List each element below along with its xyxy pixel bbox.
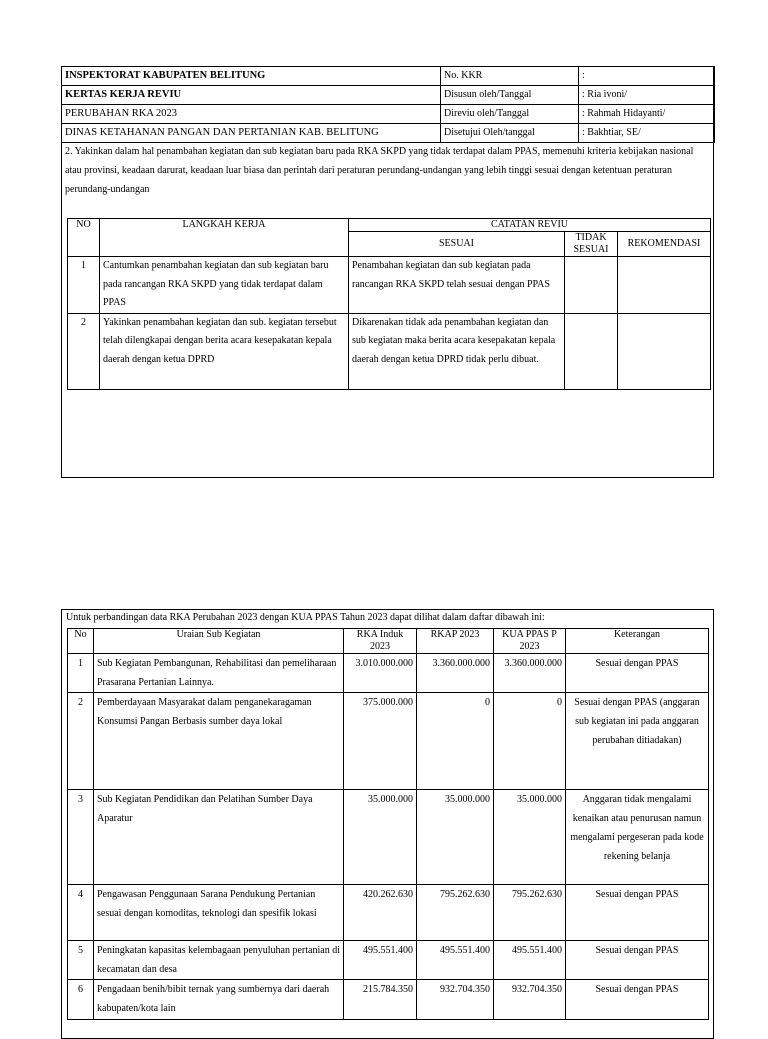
- row-rekomendasi: [618, 257, 711, 314]
- review-instruction: 2. Yakinkan dalam hal penambahan kegiatan dan sub kegiatan baru pada RKA SKPD yang tidak terdapat dalam PPAS, memenuhi kriteria kebijakan nasional atau provinsi, keadaan darurat, keadaan luar biasa dan perintah dari peraturan perundang-undangan yang lebih tinggi sesuai dengan ketentuan peraturan perundang-undangan: [65, 146, 694, 195]
- col-kua-ppas-header: KUA PPAS P 2023: [494, 629, 566, 654]
- row-uraian: Sub Kegiatan Pembangunan, Rehabilitasi dan pemeliharaan Prasarana Pertanian Lainnya.: [94, 654, 344, 693]
- row-rkap: 932.704.350: [417, 980, 494, 1020]
- row-sesuai: Dikarenakan tidak ada penambahan kegiatan dan sub kegiatan maka berita acara kesepakatan kepala daerah dengan ketua DPRD tidak perlu dibuat.: [349, 313, 565, 389]
- review-worksheet: [61, 66, 714, 478]
- prepared-label: Disusun oleh/Tanggal: [441, 86, 579, 105]
- row-rkap: 35.000.000: [417, 790, 494, 885]
- row-uraian: Pemberdayaan Masyarakat dalam penganekaragaman Konsumsi Pangan Berbasis sumber daya lokal: [94, 693, 344, 790]
- reviewed-label: Direviu oleh/Tanggal: [441, 105, 579, 124]
- row-no: 3: [68, 790, 94, 885]
- col-no-header: NO: [68, 219, 100, 257]
- org-name: INSPEKTORAT KABUPATEN BELITUNG: [62, 67, 441, 86]
- col-rkap-header: RKAP 2023: [417, 629, 494, 654]
- table-row: [68, 654, 709, 693]
- row-tidak-sesuai: [565, 257, 618, 314]
- col-step-header: LANGKAH KERJA: [100, 219, 349, 257]
- table-row: [68, 941, 709, 980]
- row-keterangan: Anggaran tidak mengalami kenaikan atau penurusan namun mengalami pergeseran pada kode rekening belanja: [566, 790, 709, 885]
- table-row: [68, 980, 709, 1020]
- work-steps-table: [67, 218, 711, 390]
- row-kua-ppas: 0: [494, 693, 566, 790]
- comparison-section: [61, 609, 714, 1039]
- col-keterangan-header: Keterangan: [566, 629, 709, 654]
- row-keterangan: Sesuai dengan PPAS: [566, 885, 709, 941]
- table-row: [68, 790, 709, 885]
- row-keterangan: Sesuai dengan PPAS: [566, 980, 709, 1020]
- row-uraian: Pengadaan benih/bibit ternak yang sumbernya dari daerah kabupaten/kota lain: [94, 980, 344, 1020]
- agency-name: DINAS KETAHANAN PANGAN DAN PERTANIAN KAB. BELITUNG: [62, 124, 441, 143]
- header-table: [61, 66, 715, 143]
- row-rkap: 0: [417, 693, 494, 790]
- row-tidak-sesuai: [565, 313, 618, 389]
- approved-value: : Bakhtiar, SE/: [579, 124, 715, 143]
- table-row: [68, 313, 711, 389]
- row-rka-induk: 420.262.630: [344, 885, 417, 941]
- row-uraian: Peningkatan kapasitas kelembagaan penyuluhan pertanian di kecamatan dan desa: [94, 941, 344, 980]
- row-rkap: 795.262.630: [417, 885, 494, 941]
- row-step: Cantumkan penambahan kegiatan dan sub kegiatan baru pada rancangan RKA SKPD yang tidak terdapat dalam PPAS: [100, 257, 349, 314]
- col-sesuai-header: SESUAI: [349, 232, 565, 257]
- table-row: [68, 693, 709, 790]
- row-rka-induk: 215.784.350: [344, 980, 417, 1020]
- kkr-label: No. KKR: [441, 67, 579, 86]
- comparison-table: [67, 628, 709, 1020]
- row-sesuai: Penambahan kegiatan dan sub kegiatan pada rancangan RKA SKPD telah sesuai dengan PPAS: [349, 257, 565, 314]
- col-tidak-sesuai-header: TIDAK SESUAI: [565, 232, 618, 257]
- row-kua-ppas: 495.551.400: [494, 941, 566, 980]
- row-keterangan: Sesuai dengan PPAS: [566, 654, 709, 693]
- row-uraian: Pengawasan Penggunaan Sarana Pendukung Pertanian sesuai dengan komoditas, teknologi dan spesifik lokasi: [94, 885, 344, 941]
- row-uraian: Sub Kegiatan Pendidikan dan Pelatihan Sumber Daya Aparatur: [94, 790, 344, 885]
- row-rka-induk: 35.000.000: [344, 790, 417, 885]
- col-notes-header: CATATAN REVIU: [349, 219, 711, 232]
- row-no: 1: [68, 257, 100, 314]
- row-keterangan: Sesuai dengan PPAS (anggaran sub kegiatan ini pada anggaran perubahan ditiadakan): [566, 693, 709, 790]
- row-kua-ppas: 35.000.000: [494, 790, 566, 885]
- row-rka-induk: 375.000.000: [344, 693, 417, 790]
- row-rka-induk: 495.551.400: [344, 941, 417, 980]
- row-kua-ppas: 795.262.630: [494, 885, 566, 941]
- kkr-value: :: [579, 67, 715, 86]
- doc-type: KERTAS KERJA REVIU: [62, 86, 441, 105]
- col-uraian-header: Uraian Sub Kegiatan: [94, 629, 344, 654]
- col-rka-induk-header: RKA Induk 2023: [344, 629, 417, 654]
- table-row: [68, 257, 711, 314]
- row-rkap: 495.551.400: [417, 941, 494, 980]
- row-rka-induk: 3.010.000.000: [344, 654, 417, 693]
- row-keterangan: Sesuai dengan PPAS: [566, 941, 709, 980]
- row-step: Yakinkan penambahan kegiatan dan sub. kegiatan tersebut telah dilengkapai dengan berita acara kesepakatan kepala daerah dengan ketua DPRD: [100, 313, 349, 389]
- row-rkap: 3.360.000.000: [417, 654, 494, 693]
- row-no: 5: [68, 941, 94, 980]
- comparison-title: Untuk perbandingan data RKA Perubahan 2023 dengan KUA PPAS Tahun 2023 dapat dilihat dalam daftar dibawah ini:: [66, 612, 545, 623]
- row-no: 1: [68, 654, 94, 693]
- prepared-value: : Ria ivoni/: [579, 86, 715, 105]
- row-kua-ppas: 932.704.350: [494, 980, 566, 1020]
- row-no: 4: [68, 885, 94, 941]
- row-rekomendasi: [618, 313, 711, 389]
- approved-label: Disetujui Oleh/tanggal: [441, 124, 579, 143]
- col-rekomendasi-header: REKOMENDASI: [618, 232, 711, 257]
- col-no-header: No: [68, 629, 94, 654]
- row-no: 2: [68, 313, 100, 389]
- doc-subject: PERUBAHAN RKA 2023: [62, 105, 441, 124]
- row-no: 6: [68, 980, 94, 1020]
- row-kua-ppas: 3.360.000.000: [494, 654, 566, 693]
- row-no: 2: [68, 693, 94, 790]
- reviewed-value: : Rahmah Hidayanti/: [579, 105, 715, 124]
- table-row: [68, 885, 709, 941]
